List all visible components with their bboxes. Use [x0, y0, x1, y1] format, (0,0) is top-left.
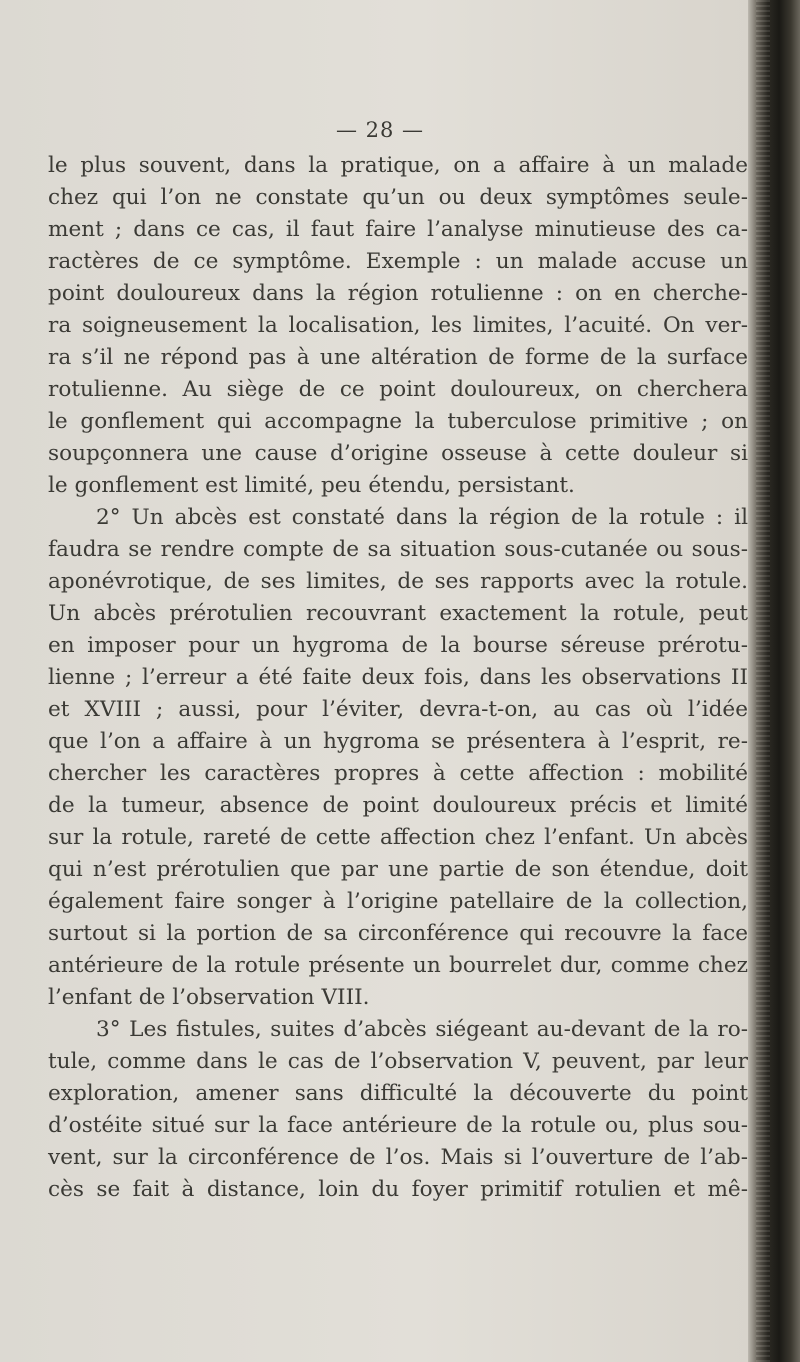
- text-line: ractères de ce symptôme. Exemple : un malade accuse un: [48, 249, 748, 274]
- text-line: en imposer pour un hygroma de la bourse séreuse prérotu-: [48, 633, 748, 658]
- text-line: rotulienne. Au siège de ce point douloureux, on cherchera: [48, 377, 748, 402]
- body-text: [48, 150, 748, 1206]
- text-line: cès se fait à distance, loin du foyer primitif rotulien et mê-: [48, 1177, 748, 1202]
- text-line: qui n’est prérotulien que par une partie de son étendue, doit: [48, 857, 748, 882]
- text-line: lienne ; l’erreur a été faite deux fois, dans les observations II: [48, 665, 748, 690]
- text-line: faudra se rendre compte de sa situation sous-cutanée ou sous-: [48, 537, 748, 562]
- book-binding-edge: [748, 0, 800, 1362]
- text-line: point douloureux dans la région rotulienne : on en cherche-: [48, 281, 748, 306]
- text-line: l’enfant de l’observation VIII.: [48, 985, 370, 1010]
- text-line: et XVIII ; aussi, pour l’éviter, devra-t-on, au cas où l’idée: [48, 697, 748, 722]
- text-line: soupçonnera une cause d’origine osseuse à cette douleur si: [48, 441, 748, 466]
- text-line: ment ; dans ce cas, il faut faire l’analyse minutieuse des ca-: [48, 217, 748, 242]
- text-line: tule, comme dans le cas de l’observation V, peuvent, par leur: [48, 1049, 748, 1074]
- text-line: exploration, amener sans difficulté la découverte du point: [48, 1081, 748, 1106]
- text-line: 2° Un abcès est constaté dans la région de la rotule : il: [96, 505, 748, 530]
- text-line: le gonflement qui accompagne la tuberculose primitive ; on: [48, 409, 748, 434]
- text-line: le plus souvent, dans la pratique, on a affaire à un malade: [48, 153, 748, 178]
- text-line: également faire songer à l’origine patellaire de la collection,: [48, 889, 748, 914]
- text-line: le gonflement est limité, peu étendu, persistant.: [48, 473, 575, 498]
- text-line: chercher les caractères propres à cette affection : mobilité: [48, 761, 748, 786]
- text-line: d’ostéite situé sur la face antérieure de la rotule ou, plus sou-: [48, 1113, 748, 1138]
- text-line: vent, sur la circonférence de l’os. Mais si l’ouverture de l’ab-: [48, 1145, 748, 1170]
- text-line: chez qui l’on ne constate qu’un ou deux symptômes seule-: [48, 185, 748, 210]
- text-line: 3° Les fistules, suites d’abcès siégeant au-devant de la ro-: [96, 1017, 748, 1042]
- text-line: aponévrotique, de ses limites, de ses rapports avec la rotule.: [48, 569, 748, 594]
- text-line: que l’on a affaire à un hygroma se présentera à l’esprit, re-: [48, 729, 748, 754]
- text-line: ra s’il ne répond pas à une altération de forme de la surface: [48, 345, 748, 370]
- text-line: ra soigneusement la localisation, les limites, l’acuité. On ver-: [48, 313, 748, 338]
- text-line: sur la rotule, rareté de cette affection chez l’enfant. Un abcès: [48, 825, 748, 850]
- page-number: — 28 —: [335, 118, 425, 142]
- text-line: antérieure de la rotule présente un bourrelet dur, comme chez: [48, 953, 748, 978]
- text-line: de la tumeur, absence de point douloureux précis et limité: [48, 793, 748, 818]
- text-line: surtout si la portion de sa circonférence qui recouvre la face: [48, 921, 748, 946]
- text-line: Un abcès prérotulien recouvrant exactement la rotule, peut: [48, 601, 748, 626]
